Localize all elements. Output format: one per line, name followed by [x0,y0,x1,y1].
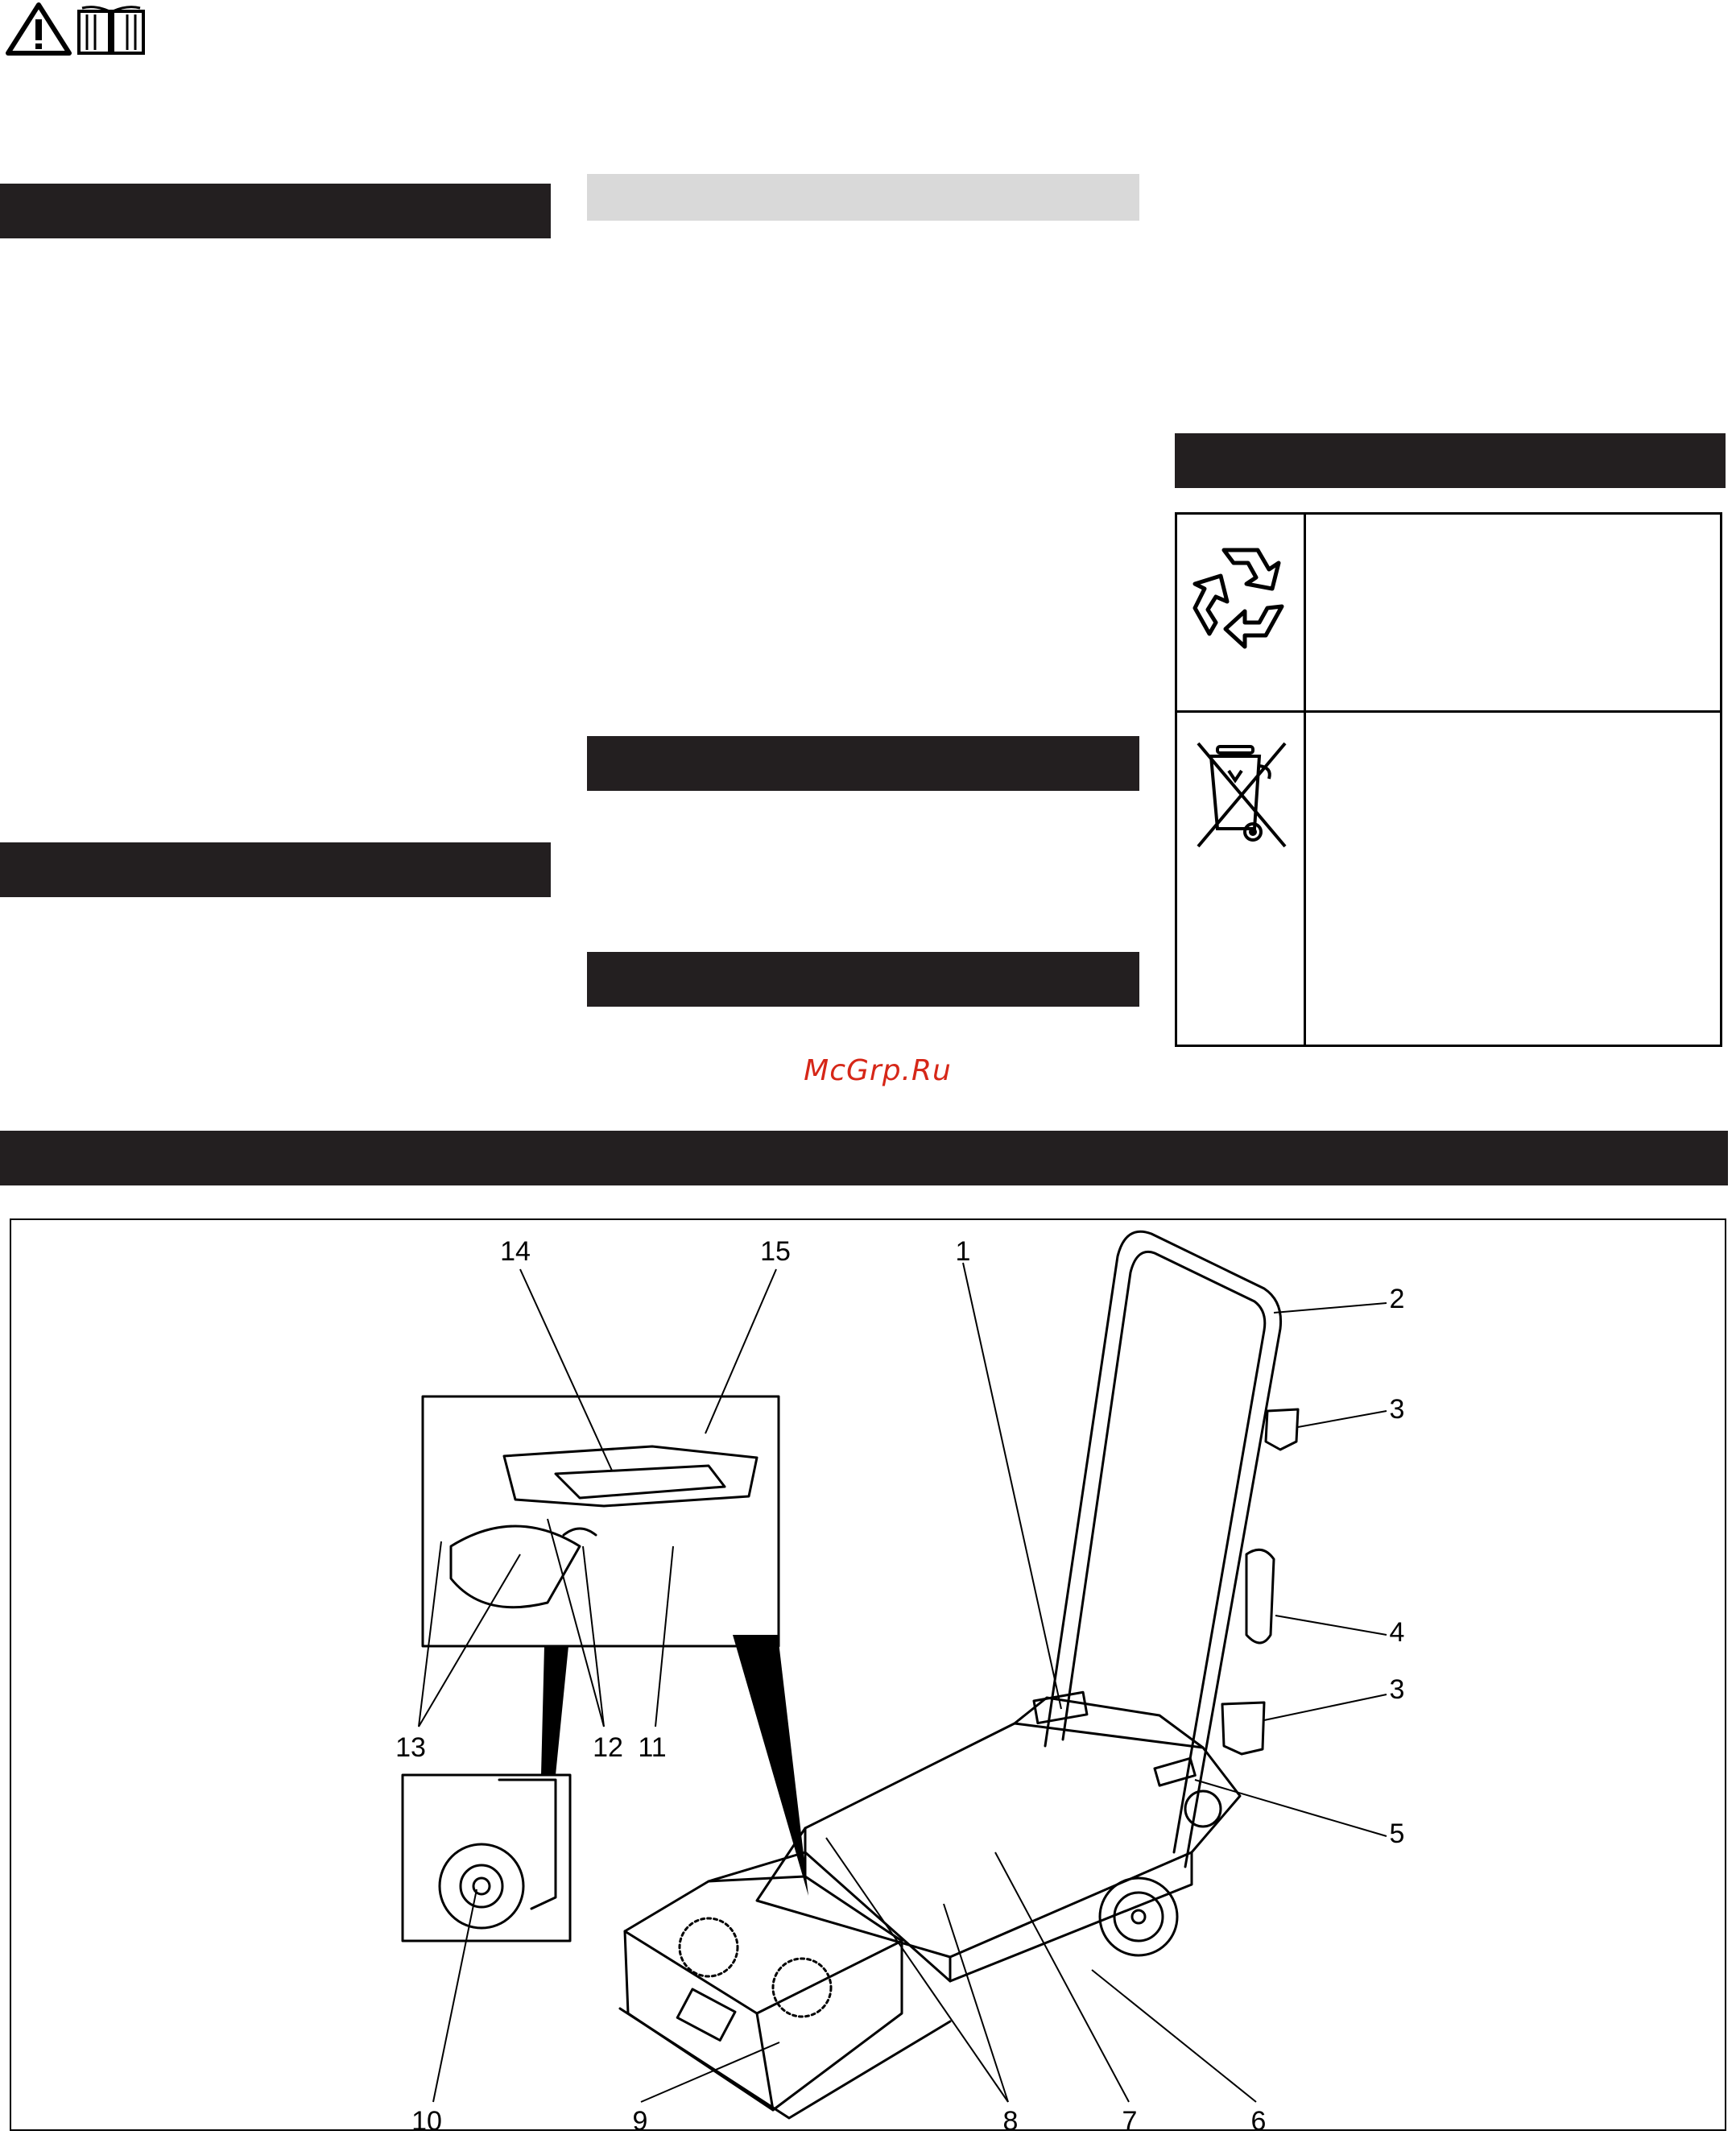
callout-14: 14 [500,1236,531,1267]
callout-5: 5 [1389,1818,1405,1849]
section-heading-bar-full-width [0,1131,1728,1185]
section-heading-bar-middle-2 [587,736,1139,791]
detail-inset-brush [403,1775,570,1941]
inset-connector-wedge-1 [733,1635,808,1896]
recycling-symbol-icon [1188,539,1293,652]
watermark: McGrp.Ru [804,1054,952,1087]
callout-1: 1 [955,1236,971,1267]
callout-10: 10 [411,2106,442,2137]
section-heading-bar-right-disposal [1175,433,1726,488]
side-brush-right [773,1959,831,2017]
machine-overview-drawing [10,1218,1726,2131]
hook [1246,1549,1274,1643]
section-heading-bar-left-1 [0,184,551,238]
callout-9: 9 [632,2106,648,2137]
inset-connector-wedge-2 [541,1646,568,1775]
callout-7: 7 [1122,2106,1138,2137]
callout-2: 2 [1389,1284,1405,1314]
callout-6: 6 [1250,2106,1267,2137]
crossed-out-wheelie-bin-icon [1195,739,1288,851]
callout-15: 15 [760,1236,791,1267]
disposal-symbols-table [1175,512,1722,1047]
callout-3-upper: 3 [1389,1394,1405,1425]
upper-handle-clip [1266,1409,1298,1450]
callout-3-lower: 3 [1389,1674,1405,1705]
detail-inset-container [423,1396,779,1646]
callout-13: 13 [395,1732,426,1763]
main-body [757,1723,1240,1957]
read-manual-book-icon [76,3,147,56]
callout-8: 8 [1002,2106,1019,2137]
section-heading-bar-middle-3 [587,952,1139,1007]
warning-triangle-icon [5,2,72,56]
push-handle [1045,1231,1281,1867]
section-heading-bar-left-2 [0,842,551,897]
callout-4: 4 [1389,1617,1405,1648]
lower-handle-clip [1222,1703,1264,1754]
control-knob [1185,1791,1221,1827]
callout-11: 11 [638,1732,667,1763]
section-heading-bar-middle-light [587,174,1139,221]
side-brush-left [680,1918,738,1976]
callout-12: 12 [593,1732,623,1763]
